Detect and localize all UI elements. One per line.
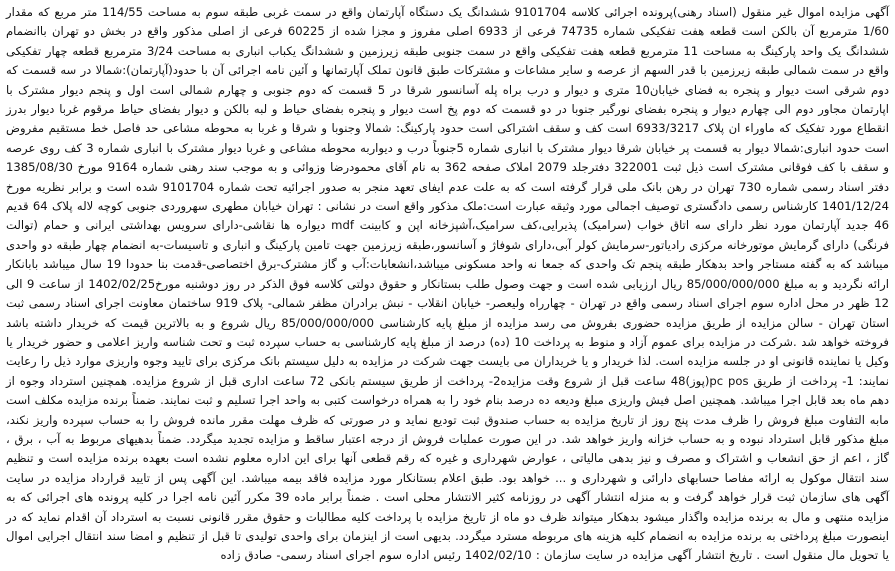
auction-notice-text: آگهی مزایده اموال غیر منقول (اسناد رهنی)پرونده اجرائی کلاسه 9101704 ششدانگ یک دستگاه آپارتمان واقع در سمت غربی طبقه سوم به مساحت 114/55 متر مربع که مقدار 1/60 مترمربع آن بالکن است قطعه هفت تفکیکی شماره 74735 فرعی از 6933 اصلی مفروز و مجزا شده از 60225 فرعی از اصلی مذکور واقع در بخش دو تهران باانضمام ششدانگ یک واحد پارکینگ به مساحت 11 مترمربع قطعه هفت تفکیکی واقع در سمت جنوبی طبقه زیرزمین و ششدانگ یکباب انباری به مساحت 3/24 مترمربع قطعه چهار تفکیکی واقع در سمت شمالی طبقه زیرزمین با قدر السهم از عرصه و سایر مشاعات و مشترکات طبق قانون تملک آپارتمانها و آئین نامه اجرائی آن با حدود(آپارتمان):شمالا در سه قسمت که دوم شرقی است دیوار و پنجره به فضای خیابان10 متری و دیوار و درب براه پله آسانسور شرقا در 5 قسمت که دوم جنوبی و چهارم شمالی است اول و پنجم دیوار مشترک با اپارتمان مجاور دوم الی چهارم دیوار و پنجره بفضای نورگیر جنوبا در دو قسمت که دوم پخ است دیوار و پنجره بفضای حیاط و لبه بالکن و دیوار بفضای حیاط مرقوم غربا دیوار بدرز انقطاع مورد تفکیک که ماوراء ان پلاک 6933/3217 است کف و سقف اشتراکی است حدود پارکینگ: شمالا وجنوبا و شرقا و غربا به محوطه مشاعی حد فاصل خط مستقیم مفروض است حدود انباری:شمالا دیوار به قسمت پر خیابان شرقا دیوار مشترک با انباری شماره 5جنوباً درب و دیواربه محوطه مشاعی و غربا دیوار مشترک با انباری شماره 3 کف روی عرصه و سقف با کف فوقانی مشترک است ذیل ثبت 322001 دفترجلد 2079 املاک صفحه 362 به نام آقای محمودرضا وزوائی و به موجب سند رهنی شماره 9164 مورخ 1385/08/30 دفتر اسناد رسمی شماره 730 تهران در رهن بانک ملی قرار گرفته است که به علت عدم ایفای تعهد منجر به صدور اجرائیه تحت شماره 9101704 شده است و برابر نظریه مورخ 1401/12/24 کارشناس رسمی دادگستری توصیف اجمالی مورد وثیقه عبارت است:ملک مذکور واقع است در نشانی : تهران خیابان مطهری سهروردی جنوبی کوچه لاله پلاک 64 قدیم 46 جدید آپارتمان مورد نظر دارای سه اتاق خواب (سرامیک) پذیرایی،کف سرامیک،آشپزخانه اپن و کابینت mdf دیواره ها نقاشی-دارای سرویس بهداشتی ایرانی و حمام (توالت فرنگی) دارای گرمایش موتورخانه مرکزی رادیاتور-سرمایش کولر آبی،دارای شوفاژ و آسانسور،طبقه زیرزمین جهت تامین پارکینگ و انباری و تاسیسات-به انضمام چهار طبقه دو واحدی میباشد که به گفته مستاجر واحد بدهکار طبقه پنجم تک واحدی که جمعا نه واحد مسکونی میباشد،انشعابات:آب و گاز مشترک-برق اختصاصی-قدمت بنا حدودا 19 سال میباشد بابانکار ارائه نگردید و به مبلغ 85/000/000/000 ریال ارزیابی شده است و جهت وصول طلب بستانکار و حقوق دولتی کلاسه فوق الذکر در روز دوشنبه مورخ1402/02/25 از ساعت 9 الی 12 ظهر در محل اداره سوم اجرای اسناد رسمی واقع در تهران - چهارراه ولیعصر- خیابان انقلاب - نبش برادران مظفر شمالی- پلاک 919 ساختمان معاونت اجرای اسناد رسمی ثبت استان تهران - سالن مزایده از طریق مزایده حضوری بفروش می رسد مزایده از مبلغ پایه کارشناسی 85/000/000/000 ریال شروع و به بالاترین قیمت که خریدار داشته باشد فروخته خواهد شد .شرکت در مزایده برای عموم آزاد و منوط به پرداخت 10 (ده) درصد از مبلغ پایه کارشناسی به حساب سپرده ثبت و تحت شناسه واریز اعلامی و حضور خریدار یا وکیل یا نماینده قانونی او در جلسه مزایده است. لذا خریدار و یا خریداران می بایست جهت شرکت در مزایده به دلیل سیستم بانک مرکزی برای تایید وجوه واریزی موارد ذیل را رعایت نمایند: 1- پرداخت از طریق pc pos(پوز)48 ساعت قبل از شروع وقت مزایده2- پرداخت از طریق سیستم بانکی 72 ساعت اداری قبل از شروع مزایده. همچنین استرداد وجوه از دهم ماه بعد قابل اجرا میباشد. همچنین اصل فیش واریزی مبلغ ودیعه ده درصد بنام خود را به همراه درخواست کتبی به واحد اجرا تسلیم و ثبت نمایند. ضمناً برنده مزایده مکلف است مابه التفاوت مبلغ فروش را ظرف مدت پنج روز از تاریخ مزایده به حساب صندوق ثبت تودیع نماید و در صورتی که ظرف مهلت مقرر مانده فروش را به حساب سپرده واریز نکند، مبلغ مذکور قابل استرداد نبوده و به حساب خزانه واریز خواهد شد. در این صورت عملیات فروش از درجه اعتبار ساقط و مزایده تجدید میگردد. ضمناً بدهیهای مربوط به آب ، برق ، گاز ، اعم از حق انشعاب و اشتراک و مصرف و نیز بدهی مالیاتی ، عوارض شهرداری و غیره که رقم قطعی آنها برای این اداره معلوم نشده است بعهده برنده مزایده است و تنظیم سند انتقال موکول به ارائه مفاصا حسابهای دارائی و شهرداری و ... خواهد بود. طبق اعلام بستانکار مورد مزایده فاقد بیمه میباشد. این آگهی پس از تایید قرارداد مزایده در سایت آگهی های سازمان ثبت قرار خواهد گرفت و به منزله انتشار آگهی در روزنامه کثیر الانتشار محلی است . ضمناً برابر ماده 39 مکرر آئین نامه اجرا در کلیه پرونده های اجرائی که به مزایده منتهی و مال به برنده مزایده واگذار میشود بدهکار میتواند ظرف دو ماه از تاریخ مزایده با پرداخت کلیه مطالبات و حقوق مقرر قانونی نسبت به استرداد آن اقدام نماید که در اینصورت مبلغ پرداختی به برنده مزایده به انضمام کلیه هزینه های مربوطه مسترد میگردد. بدیهی است از اینزمان برای واحدی تولیدی تا قبل از تنظیم و امضا سند انتقال اجرایی اموال یا تحویل مال منقول است . تاریخ انتشار آگهی مزایده در سایت سازمان : 1402/02/10 رئیس اداره سوم اجرای اسناد رسمی- صادق زاده bbox=[6, 5, 890, 563]
